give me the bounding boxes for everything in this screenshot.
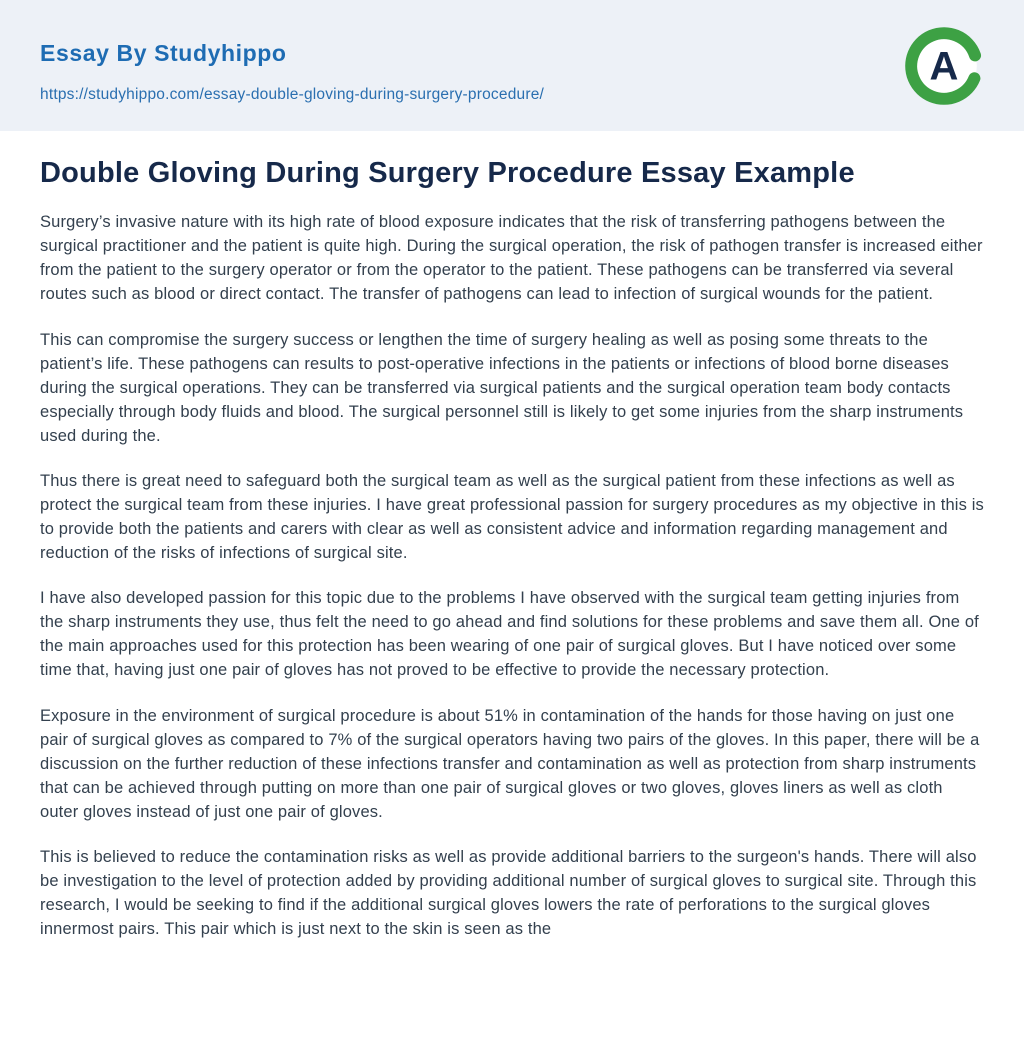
- essay-paragraph: Surgery’s invasive nature with its high rate of blood exposure indicates that the risk of transferring pathogens between the surgical practitioner and the patient is quite high. During the surgical operation, the risk of pathogen transfer is increased either from the patient to the surgery operator or from the operator to the patient. These pathogens can be transferred via several routes such as blood or direct contact. The transfer of pathogens can lead to infection of surgical wounds for the patient.: [40, 213, 983, 304]
- logo-letter: A: [929, 44, 959, 89]
- essay-paragraph: This can compromise the surgery success or lengthen the time of surgery healing as well as posing some threats to the patient’s life. These pathogens can results to post-operative infections in the patients or infections of blood borne diseases during the surgical operations. They can be transferred via surgical patients and the surgical operation team body contacts especially through body fluids and blood. The surgical personnel still is likely to get some injuries from the sharp instruments used during the.: [40, 330, 964, 445]
- essay-paragraph: Thus there is great need to safeguard both the surgical team as well as the surgical patient from these infections as well as protect the surgical team from these injuries. I have great professional passion for surgery procedures as my objective in this is to provide both the patients and carers with clear as well as consistent advice and information regarding management and reduction of the risks of infections of surgical site.: [40, 471, 984, 563]
- site-title: Essay By Studyhippo: [40, 40, 287, 66]
- source-url-link[interactable]: https://studyhippo.com/essay-double-gloving-during-surgery-procedure/: [40, 86, 545, 103]
- page-header: [0, 0, 1024, 131]
- essay-content: [0, 131, 1024, 941]
- header-text-block: [40, 24, 544, 104]
- studyhippo-logo-icon: [904, 26, 984, 106]
- essay-paragraph: Exposure in the environment of surgical procedure is about 51% in contamination of the hands for those having on just one pair of surgical gloves as compared to 7% of the surgical operators having two pairs of the gloves. In this paper, there will be a discussion on the further reduction of these infections transfer and contamination as well as protection from sharp instruments that can be achieved through putting on more than one pair of surgical gloves or two gloves, gloves liners as well as cloth outer gloves instead of just one pair of gloves.: [40, 706, 980, 821]
- essay-paragraph: This is believed to reduce the contamination risks as well as provide additional barriers to the surgeon's hands. There will also be investigation to the level of protection added by providing additional number of surgical gloves to surgical site. Through this research, I would be seeking to find if the additional surgical gloves lowers the rate of perforations to the surgical gloves innermost pairs. This pair which is just next to the skin is seen as the: [40, 847, 977, 939]
- page-title: Double Gloving During Surgery Procedure Essay Example: [40, 157, 855, 189]
- essay-paragraph: I have also developed passion for this topic due to the problems I have observed with the surgical team getting injuries from the sharp instruments they use, thus felt the need to go ahead and find solutions for these problems and save them all. One of the main approaches used for this protection has been wearing of one pair of surgical gloves. But I have noticed over some time that, having just one pair of gloves has not proved to be effective to provide the necessary protection.: [40, 589, 979, 680]
